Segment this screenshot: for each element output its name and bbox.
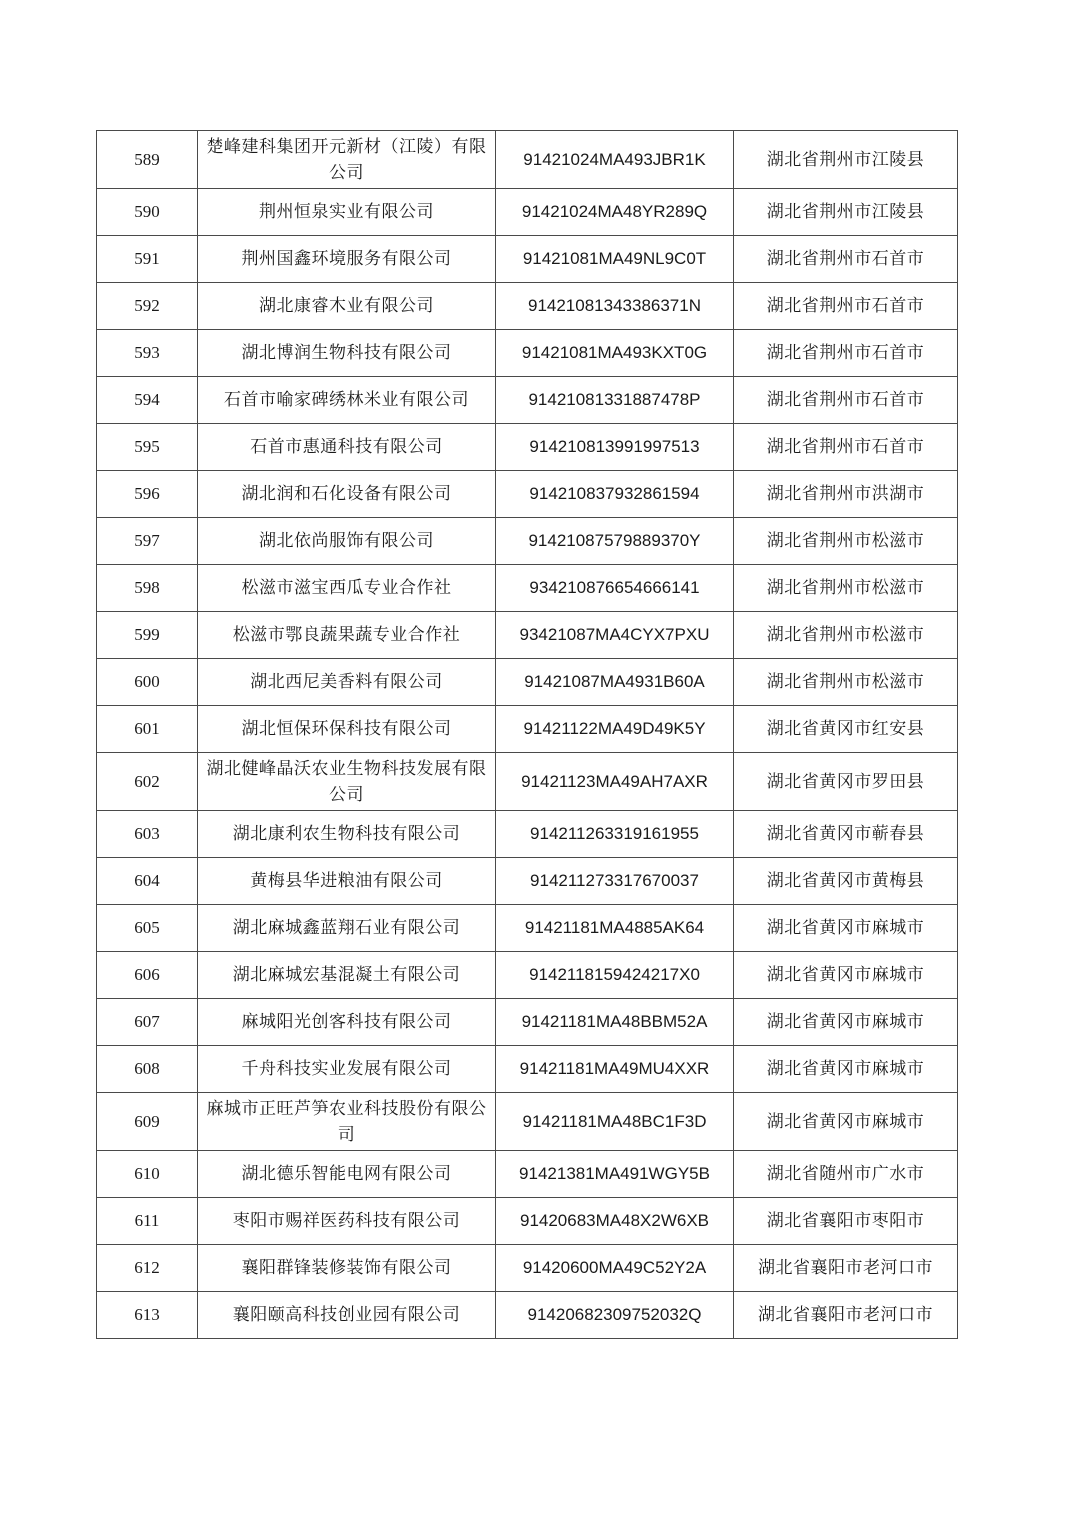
row-number: 601: [97, 706, 198, 753]
table-row: [97, 999, 958, 1046]
company-name: 湖北依尚服饰有限公司: [198, 518, 496, 565]
row-number: 609: [97, 1093, 198, 1151]
row-number: 605: [97, 905, 198, 952]
credit-code: 91421181MA48BBM52A: [496, 999, 734, 1046]
row-number: 610: [97, 1151, 198, 1198]
credit-code: 914211273317670037: [496, 858, 734, 905]
table-row: [97, 1198, 958, 1245]
row-number: 607: [97, 999, 198, 1046]
row-number: 598: [97, 565, 198, 612]
region: 湖北省荆州市松滋市: [734, 659, 958, 706]
credit-code: 91420600MA49C52Y2A: [496, 1245, 734, 1292]
company-name: 千舟科技实业发展有限公司: [198, 1046, 496, 1093]
region: 湖北省荆州市洪湖市: [734, 471, 958, 518]
credit-code: 91421087579889370Y: [496, 518, 734, 565]
credit-code: 914210837932861594: [496, 471, 734, 518]
company-name: 襄阳颐高科技创业园有限公司: [198, 1292, 496, 1339]
credit-code: 91421081MA493KXT0G: [496, 330, 734, 377]
row-number: 589: [97, 131, 198, 189]
company-name: 麻城市正旺芦笋农业科技股份有限公司: [198, 1093, 496, 1151]
company-name: 荆州恒泉实业有限公司: [198, 189, 496, 236]
credit-code: 91421122MA49D49K5Y: [496, 706, 734, 753]
region: 湖北省襄阳市老河口市: [734, 1292, 958, 1339]
credit-code: 91421081331887478P: [496, 377, 734, 424]
row-number: 593: [97, 330, 198, 377]
company-name: 枣阳市赐祥医药科技有限公司: [198, 1198, 496, 1245]
company-name: 湖北恒保环保科技有限公司: [198, 706, 496, 753]
credit-code: 9142118159424217X0: [496, 952, 734, 999]
company-name: 松滋市鄂良蔬果蔬专业合作社: [198, 612, 496, 659]
credit-code: 91421024MA48YR289Q: [496, 189, 734, 236]
credit-code: 91420682309752032Q: [496, 1292, 734, 1339]
row-number: 596: [97, 471, 198, 518]
region: 湖北省荆州市江陵县: [734, 189, 958, 236]
credit-code: 91421181MA49MU4XXR: [496, 1046, 734, 1093]
region: 湖北省荆州市石首市: [734, 377, 958, 424]
table-row: [97, 1093, 958, 1151]
region: 湖北省荆州市石首市: [734, 330, 958, 377]
table-row: [97, 330, 958, 377]
row-number: 602: [97, 753, 198, 811]
company-name: 松滋市滋宝西瓜专业合作社: [198, 565, 496, 612]
credit-code: 91420683MA48X2W6XB: [496, 1198, 734, 1245]
table-row: [97, 1151, 958, 1198]
table-row: [97, 471, 958, 518]
table-row: [97, 189, 958, 236]
credit-code: 91421381MA491WGY5B: [496, 1151, 734, 1198]
row-number: 612: [97, 1245, 198, 1292]
table-row: [97, 858, 958, 905]
row-number: 606: [97, 952, 198, 999]
region: 湖北省荆州市江陵县: [734, 131, 958, 189]
region: 湖北省荆州市松滋市: [734, 565, 958, 612]
region: 湖北省黄冈市麻城市: [734, 1093, 958, 1151]
region: 湖北省黄冈市黄梅县: [734, 858, 958, 905]
company-name: 湖北麻城宏基混凝土有限公司: [198, 952, 496, 999]
region: 湖北省黄冈市麻城市: [734, 1046, 958, 1093]
company-name: 湖北康睿木业有限公司: [198, 283, 496, 330]
row-number: 595: [97, 424, 198, 471]
table-row: [97, 1245, 958, 1292]
credit-code: 91421181MA4885AK64: [496, 905, 734, 952]
table-body: [97, 131, 958, 1339]
company-name: 石首市惠通科技有限公司: [198, 424, 496, 471]
region: 湖北省黄冈市麻城市: [734, 952, 958, 999]
table-row: [97, 565, 958, 612]
company-name: 湖北健峰晶沃农业生物科技发展有限公司: [198, 753, 496, 811]
row-number: 603: [97, 811, 198, 858]
enterprise-registry-table: [96, 130, 958, 1339]
credit-code: 914210813991997513: [496, 424, 734, 471]
company-name: 湖北德乐智能电网有限公司: [198, 1151, 496, 1198]
region: 湖北省荆州市石首市: [734, 283, 958, 330]
table-row: [97, 1292, 958, 1339]
credit-code: 934210876654666141: [496, 565, 734, 612]
table-row: [97, 905, 958, 952]
row-number: 604: [97, 858, 198, 905]
credit-code: 91421081MA49NL9C0T: [496, 236, 734, 283]
region: 湖北省荆州市松滋市: [734, 518, 958, 565]
region: 湖北省荆州市松滋市: [734, 612, 958, 659]
table-row: [97, 952, 958, 999]
region: 湖北省黄冈市麻城市: [734, 999, 958, 1046]
credit-code: 914211263319161955: [496, 811, 734, 858]
company-name: 湖北康利农生物科技有限公司: [198, 811, 496, 858]
row-number: 594: [97, 377, 198, 424]
region: 湖北省襄阳市枣阳市: [734, 1198, 958, 1245]
row-number: 600: [97, 659, 198, 706]
table-row: [97, 424, 958, 471]
company-name: 麻城阳光创客科技有限公司: [198, 999, 496, 1046]
credit-code: 91421081343386371N: [496, 283, 734, 330]
region: 湖北省黄冈市红安县: [734, 706, 958, 753]
company-name: 荆州国鑫环境服务有限公司: [198, 236, 496, 283]
table-row: [97, 612, 958, 659]
region: 湖北省襄阳市老河口市: [734, 1245, 958, 1292]
credit-code: 91421181MA48BC1F3D: [496, 1093, 734, 1151]
company-name: 湖北西尼美香料有限公司: [198, 659, 496, 706]
region: 湖北省黄冈市麻城市: [734, 905, 958, 952]
row-number: 611: [97, 1198, 198, 1245]
table-row: [97, 283, 958, 330]
region: 湖北省荆州市石首市: [734, 236, 958, 283]
company-name: 湖北润和石化设备有限公司: [198, 471, 496, 518]
region: 湖北省黄冈市蕲春县: [734, 811, 958, 858]
row-number: 608: [97, 1046, 198, 1093]
table-row: [97, 518, 958, 565]
region: 湖北省随州市广水市: [734, 1151, 958, 1198]
row-number: 592: [97, 283, 198, 330]
region: 湖北省荆州市石首市: [734, 424, 958, 471]
company-name: 黄梅县华进粮油有限公司: [198, 858, 496, 905]
company-name: 襄阳群锋装修装饰有限公司: [198, 1245, 496, 1292]
company-name: 石首市喻家碑绣林米业有限公司: [198, 377, 496, 424]
table-row: [97, 706, 958, 753]
credit-code: 91421024MA493JBR1K: [496, 131, 734, 189]
table-row: [97, 377, 958, 424]
region: 湖北省黄冈市罗田县: [734, 753, 958, 811]
row-number: 590: [97, 189, 198, 236]
company-name: 湖北麻城鑫蓝翔石业有限公司: [198, 905, 496, 952]
company-name: 楚峰建科集团开元新材（江陵）有限公司: [198, 131, 496, 189]
row-number: 613: [97, 1292, 198, 1339]
company-name: 湖北博润生物科技有限公司: [198, 330, 496, 377]
table-row: [97, 1046, 958, 1093]
credit-code: 93421087MA4CYX7PXU: [496, 612, 734, 659]
credit-code: 91421087MA4931B60A: [496, 659, 734, 706]
row-number: 591: [97, 236, 198, 283]
credit-code: 91421123MA49AH7AXR: [496, 753, 734, 811]
table-row: [97, 811, 958, 858]
row-number: 597: [97, 518, 198, 565]
table-row: [97, 236, 958, 283]
table-row: [97, 131, 958, 189]
table-row: [97, 659, 958, 706]
table-row: [97, 753, 958, 811]
row-number: 599: [97, 612, 198, 659]
